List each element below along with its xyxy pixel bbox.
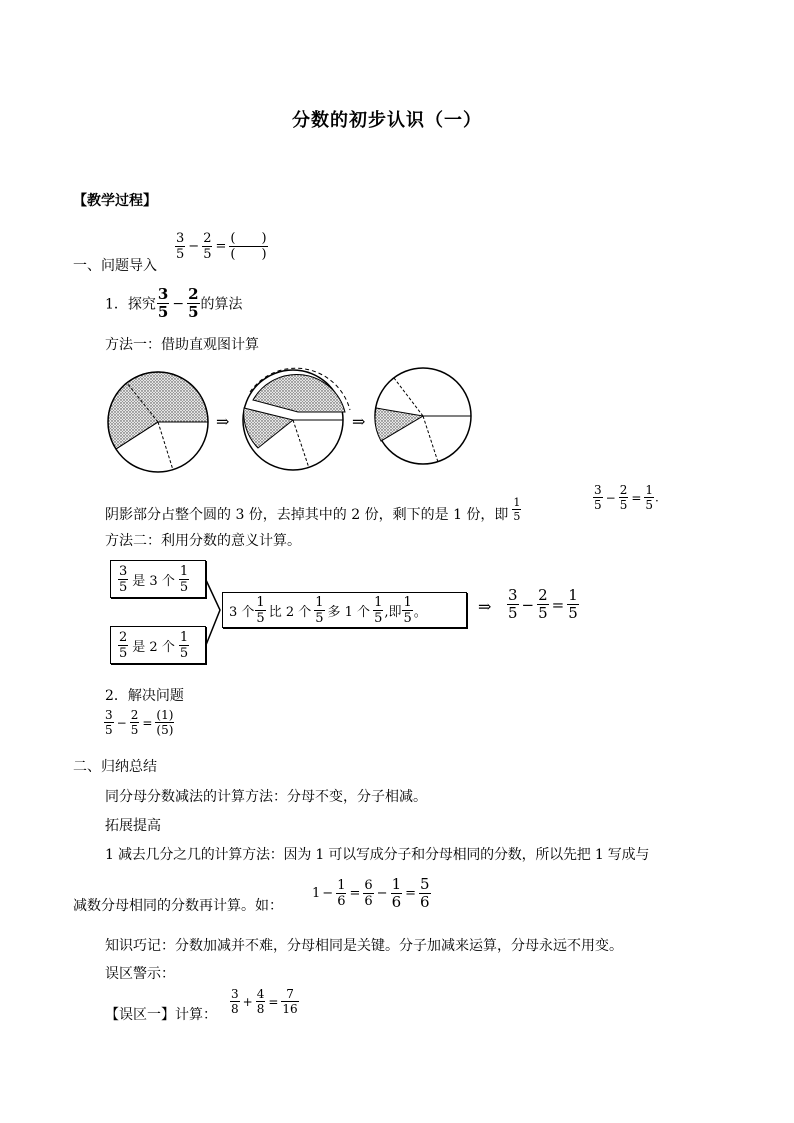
extend-text-line1: 1 减去几分之几的计算方法：因为 1 可以写成分子和分母相同的分数，所以先把 1 写成与 xyxy=(105,847,650,863)
shade-explanation: 阴影部分占整个圆的 3 份，去掉其中的 2 份，剩下的是 1 份，即 $\frac{1}{5}$ xyxy=(105,496,521,523)
mistake-equation: $\frac{3}{8}$ + $\frac{4}{8}$ = $\frac{7}{16}$ xyxy=(231,987,298,1016)
mistake-label: 【误区一】计算： xyxy=(105,1007,217,1023)
box-two-fifths: $\frac{2}{5}$ 是 2 个 $\frac{1}{5}$ xyxy=(110,626,206,664)
part2-label: 二、归纳总结 xyxy=(73,759,157,775)
section-teaching-process: 【教学过程】 xyxy=(73,193,157,209)
method1-label: 方法一：借助直观图计算 xyxy=(105,337,259,353)
step2-heading: 2．解决问题 xyxy=(105,688,184,704)
extend-text-line2: 减数分母相同的分数再计算。如： xyxy=(73,898,283,914)
warning-heading: 误区警示： xyxy=(105,966,175,982)
part1-label: 一、问题导入 xyxy=(73,258,157,274)
box-three-fifths: $\frac{3}{5}$ 是 3 个 $\frac{1}{5}$ xyxy=(110,560,206,598)
page-title: 分数的初步认识（一） xyxy=(292,110,482,131)
memory-tip: 知识巧记：分数加减并不难，分母相同是关键。分子加减来运算，分母永远不用变。 xyxy=(105,938,623,954)
shade-equation: $\frac{3}{5}$ − $\frac{2}{5}$ = $\frac{1}{5}$ . xyxy=(594,483,659,512)
step2-equation: $\frac{3}{5}$ − $\frac{2}{5}$ = $\frac{(1)}{(5)}$ xyxy=(105,708,174,737)
extend-heading: 拓展提高 xyxy=(105,818,161,834)
arrow-3: ⇒ xyxy=(478,597,492,616)
intro-equation: $\frac{3}{5}$ − $\frac{2}{5}$ = $\frac{( )}{( )}$ xyxy=(176,231,267,262)
arrow-1: ⇒ xyxy=(216,412,230,431)
method2-label: 方法二：利用分数的意义计算。 xyxy=(105,533,301,549)
box-comparison: 3 个 $\frac{1}{5}$ 比 2 个 $\frac{1}{5}$ 多 1 个 $\frac{1}{5}$ ,即 $\frac{1}{5}$ 。 xyxy=(222,592,467,628)
extend-equation: 1 − $\frac{1}{6}$ = $\frac{6}{6}$ − $\frac{1}{6}$ = $\frac{5}{6}$ xyxy=(312,875,430,911)
rule-text: 同分母分数减法的计算方法：分母不变，分子相减。 xyxy=(105,789,427,805)
step1-heading: 1．探究 $\frac{3}{5}$ − $\frac{2}{5}$ 的算法 xyxy=(105,285,243,321)
result-equation: $\frac{3}{5}$ − $\frac{2}{5}$ = $\frac{1}{5}$ xyxy=(508,586,578,622)
arrow-2: ⇒ xyxy=(352,412,366,431)
